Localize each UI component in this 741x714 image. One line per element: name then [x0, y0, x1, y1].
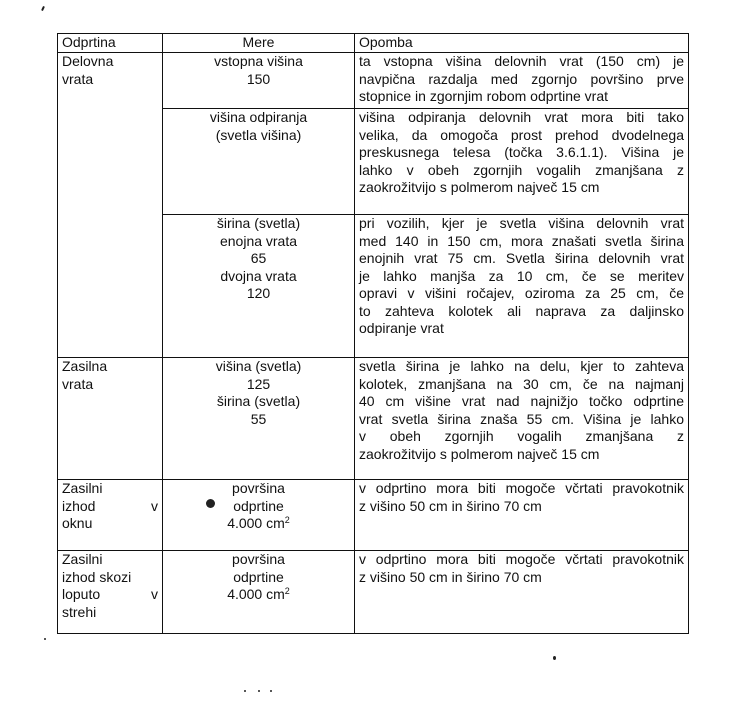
mere-line: višina (svetla) [215, 358, 302, 374]
cell-opening-delovna-vrata [58, 53, 163, 358]
cell-mere [163, 358, 355, 480]
header-mere: Mere [163, 34, 355, 53]
specification-table [57, 33, 689, 634]
opening-name-word: izhod [62, 497, 96, 514]
mere-line: vstopna višina [214, 53, 303, 69]
opening-name-line: izhod skozi [62, 568, 132, 585]
mere-line: enojna vrata [219, 232, 298, 249]
mere-line: 55 [250, 410, 267, 427]
opening-name-line: vrata [62, 70, 94, 87]
cell-opomba [355, 215, 689, 358]
mere-line: 150 [246, 70, 271, 87]
cell-opening-zasilni-izhod-v-oknu [58, 480, 163, 551]
scan-speck [244, 690, 246, 692]
note-line: vrat svetla širina znaša 55 cm. Višina je lahko [359, 410, 684, 427]
opening-name-line: strehi [62, 603, 97, 620]
area-value: 4.000 cm [227, 586, 285, 602]
cell-mere [163, 215, 355, 358]
scan-speck [41, 6, 45, 11]
mere-line: odprtine [233, 568, 284, 585]
mere-line: 65 [250, 250, 267, 266]
table-row [58, 53, 689, 109]
note-line: pri vozilih, kjer je svetla višina delovnih vrat [359, 215, 684, 231]
opening-name-word: v [151, 497, 158, 514]
note-line: zaokrožitvijo s polmerom največ 15 cm [359, 179, 600, 195]
cell-opomba [355, 109, 689, 215]
mere-line: odprtine [233, 497, 284, 514]
mere-line: (svetla višina) [215, 126, 302, 143]
opening-name-line [62, 498, 158, 516]
table-row [58, 358, 689, 480]
opening-name-line: Delovna [62, 53, 114, 69]
opening-name-line: Zasilna [62, 358, 108, 374]
opening-name-word: loputo [62, 586, 101, 602]
cell-mere [163, 551, 355, 634]
note-line: stopnice in zgornjim robom odprtine vrat [359, 88, 609, 104]
cell-mere [163, 480, 355, 551]
cell-mere [163, 53, 355, 109]
note-line: kolotek, zmanjšana na 30 cm, če na najmanj [359, 375, 684, 392]
opening-name-word: v [151, 586, 158, 602]
mere-line: površina [232, 551, 285, 567]
area-value: 4.000 cm [227, 515, 285, 531]
cell-opomba [355, 358, 689, 480]
mere-line: 120 [246, 285, 271, 301]
note-line: višina odpiranja delovnih vrat mora biti tako [359, 109, 684, 125]
mere-line: 125 [246, 375, 271, 392]
mere-line: površina [232, 480, 285, 496]
opening-name-line: Zasilni [62, 551, 103, 567]
note-line: med 140 in 150 cm, mora znašati svetla širina [359, 232, 684, 249]
opening-name-line: Zasilni [62, 480, 103, 496]
opening-name-line: oknu [62, 515, 93, 531]
cell-opomba [355, 480, 689, 551]
header-odprtina: Odprtina [58, 34, 163, 53]
cell-opening-zasilni-izhod-skozi-loputo [58, 551, 163, 634]
note-line: preskusnega telesa (točka 3.6.1.1). Višina je [359, 144, 684, 160]
table-header-row [58, 34, 689, 53]
opening-name-line [62, 586, 158, 604]
note-line: v obeh zgornjih vogalih zmanjšana z [359, 428, 684, 444]
note-line: navpična razdalja med zgornjo površino prve [359, 70, 684, 87]
mere-line [167, 515, 350, 533]
mere-line [167, 586, 350, 604]
note-line: je lahko manjša za 10 cm, če se meritev [359, 267, 684, 284]
note-line: z višino 50 cm in širino 70 cm [359, 497, 542, 514]
note-line: svetla širina je lahko na delu, kjer to zahteva [359, 358, 684, 374]
note-line: opravi v višini ročajev, oziroma za 25 cm, če [359, 285, 684, 301]
table-row [58, 480, 689, 551]
opening-name-line: vrata [62, 375, 94, 392]
note-line: zaokrožitvijo s polmerom največ 15 cm [359, 445, 600, 462]
scan-speck [553, 656, 556, 660]
note-line: v odprtino mora biti mogoče včrtati pravokotnik [359, 480, 684, 496]
scan-speck [206, 499, 215, 508]
table-row [58, 551, 689, 634]
note-line: 40 cm višine vrat nad najnižjo točko odprtine [359, 393, 684, 409]
scan-speck [44, 638, 46, 640]
cell-mere [163, 109, 355, 215]
note-line: ta vstopna višina delovnih vrat (150 cm) je [359, 53, 684, 69]
note-line: z višino 50 cm in širino 70 cm [359, 568, 542, 585]
note-line: velika, da omogoča prost prehod dvodelnega [359, 126, 684, 143]
scan-speck [258, 690, 260, 692]
note-line: enojnih vrat 75 cm. Svetla širina delovnih vrat [359, 250, 684, 266]
mere-line: širina (svetla) [216, 393, 301, 409]
cell-opomba [355, 551, 689, 634]
note-line: lahko v obeh zgornjih vogalih zmanjšana z [359, 161, 684, 178]
scan-speck [270, 690, 272, 692]
note-line: odpiranje vrat [359, 320, 444, 336]
cell-opomba [355, 53, 689, 109]
mere-line: dvojna vrata [220, 267, 297, 284]
superscript: 2 [284, 515, 290, 525]
cell-opening-zasilna-vrata [58, 358, 163, 480]
mere-line: širina (svetla) [216, 215, 301, 231]
superscript: 2 [284, 586, 290, 596]
header-opomba: Opomba [355, 34, 689, 53]
mere-line: višina odpiranja [209, 109, 308, 125]
note-line: v odprtino mora biti mogoče včrtati pravokotnik [359, 551, 684, 567]
note-line: to zahteva kolotek ali naprava za daljinsko [359, 302, 684, 319]
